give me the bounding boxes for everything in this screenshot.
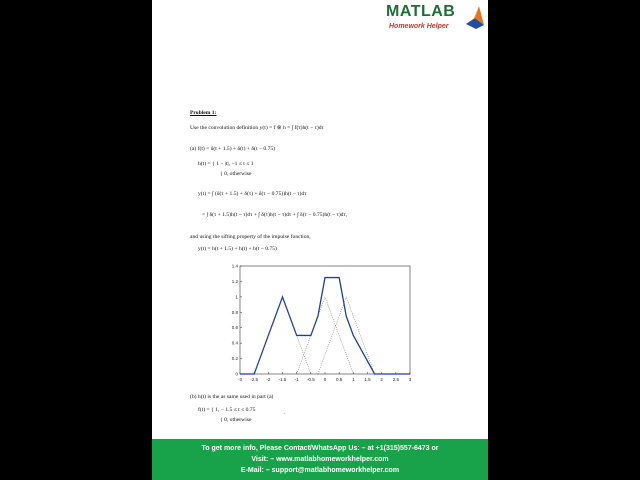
matlab-logo [386, 2, 486, 34]
part-b-f-definition-line2: { 0, otherwise [220, 417, 252, 423]
problem-title: Problem 1: [190, 110, 217, 116]
x-tick-label: -2 [266, 377, 271, 382]
y-tick-label: 1.4 [231, 263, 238, 269]
sifting-property-text: and using the sifting property of the impulse function, [190, 234, 311, 240]
x-tick-label: -0.5 [306, 377, 315, 382]
x-tick-label: 1.5 [364, 377, 371, 382]
y-tick-label: 0.2 [231, 356, 238, 362]
x-tick-label: -1 [294, 377, 299, 382]
contact-footer [152, 439, 488, 480]
x-tick-label: 0.5 [336, 377, 343, 382]
footer-contact-line: To get more info, Please Contact/WhatsApp Us: – at +1(315)557-6473 or [201, 445, 439, 452]
y-tick-label: 0.4 [231, 340, 238, 346]
part-a-f-definition: (a) f(t) = δ(t + 1.5) + δ(t) + δ(t − 0.75) [190, 146, 276, 152]
x-tick-label: -2.5 [250, 377, 259, 382]
convolution-definition: Use the convolution definition y(t) = f ⊗ h = ∫ f(τ)h(t − τ)dτ [190, 125, 324, 131]
y-tick-label: 0 [235, 371, 238, 377]
y-tick-label: 1 [235, 294, 238, 300]
part-b-f-definition-line1: f(t) = { 1, − 1.5 ≤ t ≤ 0.75 [198, 407, 256, 413]
y-tick-label: 1.2 [231, 278, 238, 284]
footer-email-link[interactable]: E-Mail: – support@matlabhomeworkhelper.com [240, 467, 400, 474]
x-tick-label: 3 [408, 377, 412, 382]
x-tick-label: -1.5 [278, 377, 287, 382]
matlab-membrane-icon [464, 4, 486, 30]
document-page [152, 0, 488, 480]
y-integral-line1: y(t) = ∫ (δ(τ + 1.5) + δ(τ) + δ(τ − 0.75))h(t − τ)dτ [198, 191, 307, 197]
part-b-period: . [284, 410, 286, 416]
y-integral-line2: = ∫ δ(τ + 1.5)h(t − τ)dτ + ∫ δ(τ)h(t − τ)dτ + ∫ δ(τ − 0.75)h(t − τ)dτ, [202, 212, 348, 218]
part-a-h-definition-line1: h(t) = { 1 − |t|, −1 ≤ t ≤ 1 [198, 161, 254, 167]
part-a-h-definition-line2: { 0, otherwise [220, 171, 252, 177]
part-b-text: (b) h(t) is the as same used in part (a) [190, 394, 274, 400]
y-tick-label: 0.6 [231, 325, 238, 331]
y-result: y(t) = h(t + 1.5) + h(t) + h(t − 0.75) [198, 246, 277, 252]
x-tick-label: 0 [323, 377, 327, 382]
convolution-result-chart [228, 263, 414, 383]
plot-area [240, 266, 410, 374]
y-tick-label: 0.8 [231, 309, 238, 315]
x-tick-label: 1 [352, 377, 355, 382]
footer-website-link[interactable]: Visit: – www.matlabhomeworkhelper.com [251, 456, 389, 463]
x-tick-label: 2.5 [392, 377, 399, 382]
logo-title: MATLAB [386, 3, 456, 20]
x-tick-label: 2 [380, 377, 383, 382]
logo-subtitle: Homework Helper [389, 23, 449, 30]
x-tick-label: -3 [237, 377, 243, 382]
